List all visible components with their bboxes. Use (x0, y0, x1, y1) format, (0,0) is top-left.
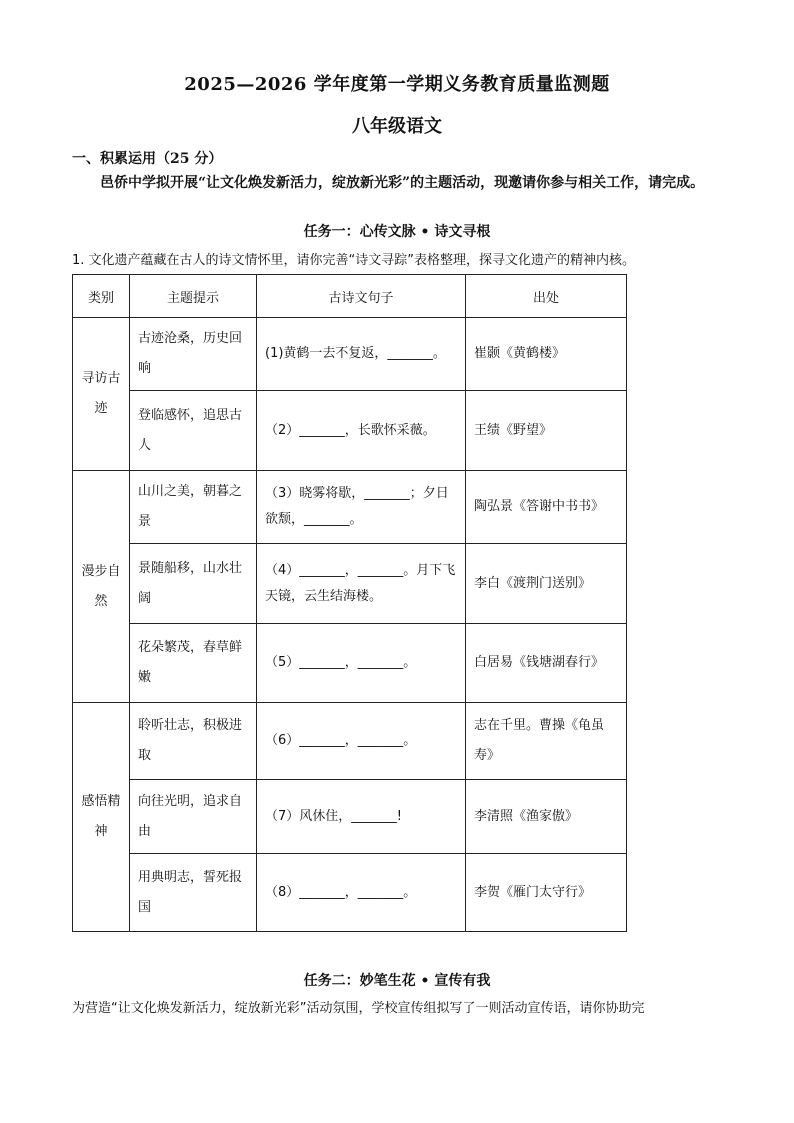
header-poem: 古诗文句子 (257, 275, 466, 318)
section-intro: 邑侨中学拟开展“让文化焕发新活力，绽放新光彩”的主题活动，现邀请你参与相关工作，请完成。 (100, 175, 705, 191)
hint-cell: 登临感怀，追思古人 (130, 391, 257, 471)
poem-cell: （6）_______，_______。 (257, 703, 466, 780)
table-row (73, 544, 627, 624)
poem-cell: （4）_______，_______。月下飞天镜，云生结海楼。 (257, 544, 466, 624)
poem-cell: （3）晓雾将歇，_______；夕日欲颓，_______。 (257, 471, 466, 544)
source-cell: 李白《渡荆门送别》 (466, 544, 627, 624)
source-cell: 李清照《渔家傲》 (466, 780, 627, 854)
table-row (73, 624, 627, 703)
header-hint: 主题提示 (130, 275, 257, 318)
table-row (73, 703, 627, 780)
poem-cell: （5）_______，_______。 (257, 624, 466, 703)
question-1: 1. 文化遗产蕴藏在古人的诗文情怀里，请你完善“诗文寻踪”表格整理，探寻文化遗产的精神内核。 (72, 253, 636, 268)
poem-cell: （2）_______，长歌怀采薇。 (257, 391, 466, 471)
hint-cell: 花朵繁茂，春草鲜嫩 (130, 624, 257, 703)
hint-cell: 用典明志，誓死报国 (130, 854, 257, 932)
poem-cell: (1)黄鹤一去不复返，_______。 (257, 318, 466, 391)
header-source: 出处 (466, 275, 627, 318)
exam-subtitle: 八年级语文 (352, 116, 442, 137)
source-cell: 李贺《雁门太守行》 (466, 854, 627, 932)
poem-cell: （7）风休住，_______! (257, 780, 466, 854)
source-cell: 王绩《野望》 (466, 391, 627, 471)
category-cell: 寻访古迹 (73, 318, 130, 471)
category-cell: 漫步自然 (73, 471, 130, 703)
task1-title: 任务一：心传文脉 • 诗文寻根 (303, 224, 491, 240)
question-2: 为营造“让文化焕发新活力，绽放新光彩”活动氛围，学校宣传组拟写了一则活动宣传语，请你协助完 (72, 1001, 645, 1016)
source-cell: 陶弘景《答谢中书书》 (466, 471, 627, 544)
table-row (73, 780, 627, 854)
table-row (73, 471, 627, 544)
section-heading: 一、积累运用（25 分） (72, 151, 223, 167)
table-row (73, 854, 627, 932)
hint-cell: 山川之美，朝暮之景 (130, 471, 257, 544)
hint-cell: 古迹沧桑，历史回响 (130, 318, 257, 391)
hint-cell: 景随船移，山水壮阔 (130, 544, 257, 624)
hint-cell: 向往光明，追求自由 (130, 780, 257, 854)
source-cell: 崔颢《黄鹤楼》 (466, 318, 627, 391)
category-cell: 感悟精神 (73, 703, 130, 932)
exam-title: 2025—2026 学年度第一学期义务教育质量监测题 (184, 74, 610, 95)
task2-title: 任务二：妙笔生花 • 宣传有我 (303, 973, 491, 989)
table-row (73, 391, 627, 471)
hint-cell: 聆听壮志，积极进取 (130, 703, 257, 780)
table-row (73, 318, 627, 391)
poem-cell: （8）_______，_______。 (257, 854, 466, 932)
header-category: 类别 (73, 275, 130, 318)
poetry-table (72, 274, 627, 932)
table-header-row (73, 275, 627, 318)
source-cell: 白居易《钱塘湖春行》 (466, 624, 627, 703)
source-cell: 志在千里。曹操《龟虽寿》 (466, 703, 627, 780)
